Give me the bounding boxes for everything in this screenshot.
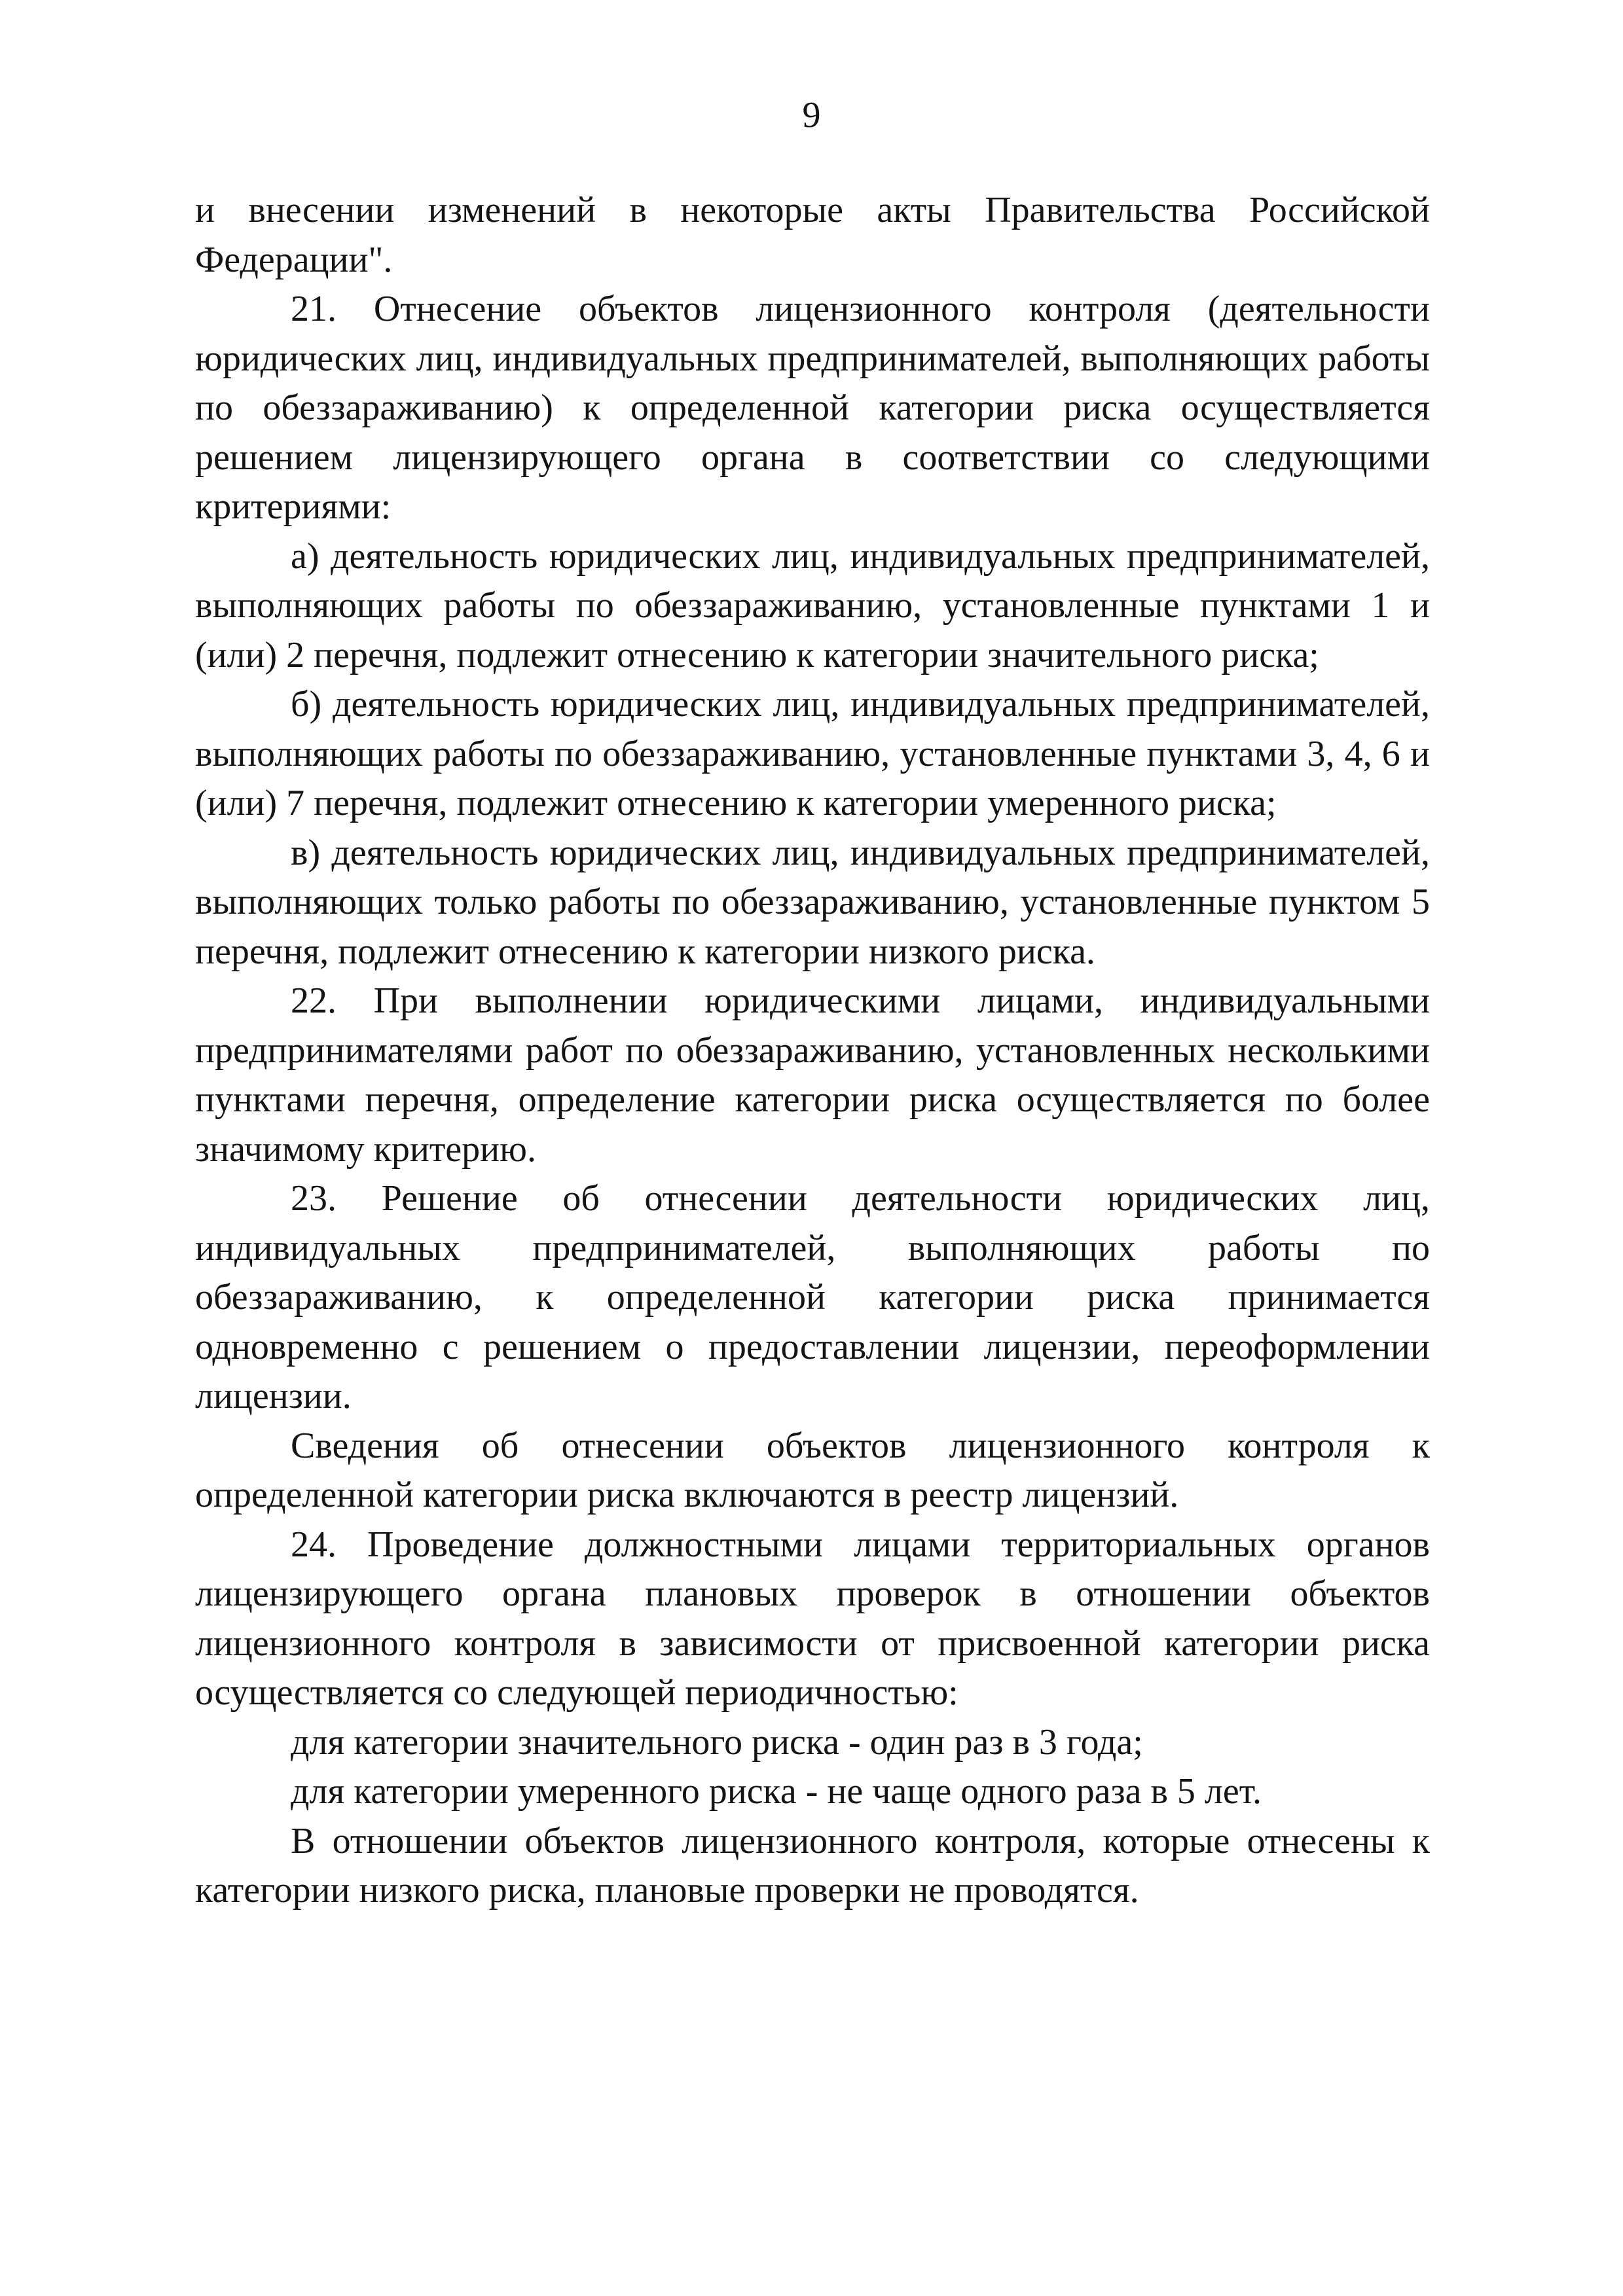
paragraph-21-v: в) деятельность юридических лиц, индивидуальных предпринимателей, выполняющих только работы по обеззараживанию, установленные пунктом 5 перечня, подлежит отнесению к категории низкого риска. bbox=[195, 832, 1430, 972]
paragraph-22: 22. При выполнении юридическими лицами, индивидуальными предпринимателями работ по обеззараживанию, установленных несколькими пунктами перечня, определение категории риска осуществляется по более значимому критерию. bbox=[195, 980, 1430, 1170]
paragraph-23-info: Сведения об отнесении объектов лицензионного контроля к определенной категории риска включаются в реестр лицензий. bbox=[195, 1425, 1430, 1515]
paragraph-24-significant-risk: для категории значительного риска - один раз в 3 года; bbox=[291, 1721, 1143, 1763]
paragraph-21: 21. Отнесение объектов лицензионного контроля (деятельности юридических лиц, индивидуальных предпринимателей, выполняющих работы по обеззараживанию) к определенной категории риска осуществляется решением лицензирующего органа в соответствии со следующими критериями: bbox=[195, 289, 1430, 527]
page-number: 9 bbox=[802, 95, 821, 135]
paragraph-24-low-risk: В отношении объектов лицензионного контроля, которые отнесены к категории низкого риска, плановые проверки не проводятся. bbox=[195, 1820, 1430, 1910]
paragraph-24: 24. Проведение должностными лицами территориальных органов лицензирующего органа плановых проверок в отношении объектов лицензионного контроля в зависимости от присвоенной категории риска осуществляется со следующей периодичностью: bbox=[195, 1524, 1430, 1713]
paragraph-23: 23. Решение об отнесении деятельности юридических лиц, индивидуальных предпринимателей, выполняющих работы по обеззараживанию, к определенной категории риска принимается одновременно с решением о предоставлении лицензии, переоформлении лицензии. bbox=[195, 1178, 1430, 1416]
paragraph-21-b: б) деятельность юридических лиц, индивидуальных предпринимателей, выполняющих работы по обеззараживанию, установленные пунктами 3, 4, 6 и (или) 7 перечня, подлежит отнесению к категории умеренного риска; bbox=[195, 684, 1430, 823]
paragraph-21-a: а) деятельность юридических лиц, индивидуальных предпринимателей, выполняющих работы по обеззараживанию, установленные пунктами 1 и (или) 2 перечня, подлежит отнесению к категории значительного риска; bbox=[195, 535, 1430, 675]
paragraph-24-moderate-risk: для категории умеренного риска - не чаще одного раза в 5 лет. bbox=[291, 1771, 1262, 1812]
paragraph-continuation: и внесении изменений в некоторые акты Правительства Российской Федерации". bbox=[195, 190, 1430, 280]
document-body bbox=[195, 186, 1430, 1916]
